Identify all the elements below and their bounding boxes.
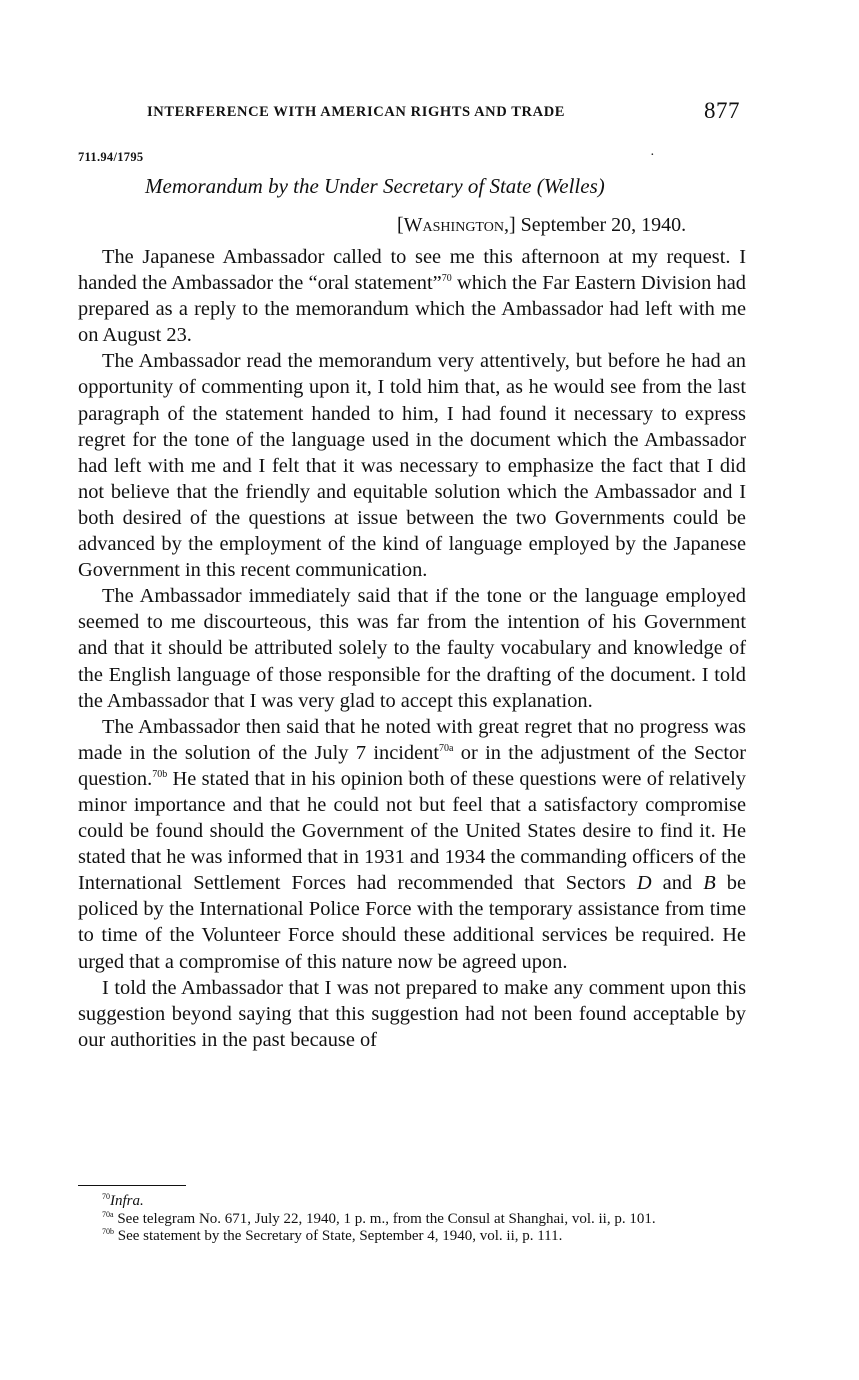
footnote-rule [78,1185,186,1186]
paragraph-5: I told the Ambassador that I was not prepared to make any comment upon this suggestion beyond saying that this suggestion had not been found acceptable by our authorities in the past because of [78,976,746,1051]
footnotes [78,1193,746,1246]
paragraph-2: The Ambassador read the memorandum very attentively, but before he had an opportunity of commenting upon it, I told him that, as he would see from the last paragraph of the statement handed to him, I had found it necessary to express regret for the tone of the language used in the document which the Ambassador had left with me and I felt that it was necessary to emphasize the fact that I did not believe that the friendly and equitable solution which the Ambassador and I both desired of the questions at issue between the two Governments could be advanced by the employment of the kind of language employed by the Japanese Government in this recent communication. [78,350,746,582]
footnote-text: See telegram No. 671, July 22, 1940, 1 p. m., from the Consul at Shanghai, vol. ii, p. 101. [117,1210,656,1227]
footnote-ref: 70a [439,742,454,754]
file-number: 711.94/1795 [78,150,144,164]
page-number: 877 [704,98,740,123]
sector-label: B [703,872,716,895]
footnote-70b [78,1228,746,1246]
paragraph-text: He stated that in his opinion both of these questions were of relatively minor importance and that he could not but feel that a satisfactory compromise could be found should the Government of the United States desire to find it. He stated that he was informed that in 1931 and 1934 the commanding officers of the International Settlement Forces had recommended that Sectors [78,767,746,895]
paragraph-4 [78,714,746,975]
sector-label: D [636,872,652,895]
paragraph-text: The Japanese Ambassador called to see me this afternoon at my request. I handed the Ambassador the “oral statement” [78,246,746,295]
footnote-marker: 70a [102,1209,114,1219]
paragraph-text: be policed by the International Police Force with the temporary assistance from time to time of the Volunteer Force should these additional services be required. He urged that a compromise of this nature now be agreed upon. [78,872,746,973]
footnote-marker: 70b [102,1227,114,1236]
document-title: Memorandum by the Under Secretary of State (Welles) [145,174,605,198]
dateline-date: September 20, 1940. [520,214,687,236]
footnote-text: Infra. [110,1193,144,1209]
paragraph-text: The Ambassador then said that he noted with great regret that no progress was made in the solution of the July 7 incident [78,715,746,764]
footnote-marker: 70 [102,1192,110,1201]
dateline [397,214,686,237]
footnote-text: See statement by the Secretary of State, September 4, 1940, vol. ii, p. 111. [117,1228,563,1244]
paragraph-text: or in the adjustment of the Sector question. [78,741,746,790]
footnote-ref: 70b [152,768,168,780]
running-head: INTERFERENCE WITH AMERICAN RIGHTS AND TRADE [147,104,566,120]
paragraph-1 [78,244,746,348]
footnote-70 [78,1193,746,1211]
paragraph-3: The Ambassador immediately said that if the tone or the language employed seemed to me discourteous, this was far from the intention of his Government and that it should be attributed solely to the faulty vocabulary and knowledge of the English language of those responsible for the drafting of the document. I told the Ambassador that I was very glad to accept this explanation. [78,585,746,712]
memorandum-body [78,244,746,1053]
footnote-70a [78,1211,746,1229]
stray-dot: · [650,148,655,163]
paragraph-text: which the Far Eastern Division had prepared as a reply to the memorandum which the Ambassador had left with me on August 23. [78,272,746,347]
dateline-place: [Washington,] [397,214,516,236]
paragraph-text: and [651,872,704,895]
footnote-ref: 70 [441,273,452,285]
